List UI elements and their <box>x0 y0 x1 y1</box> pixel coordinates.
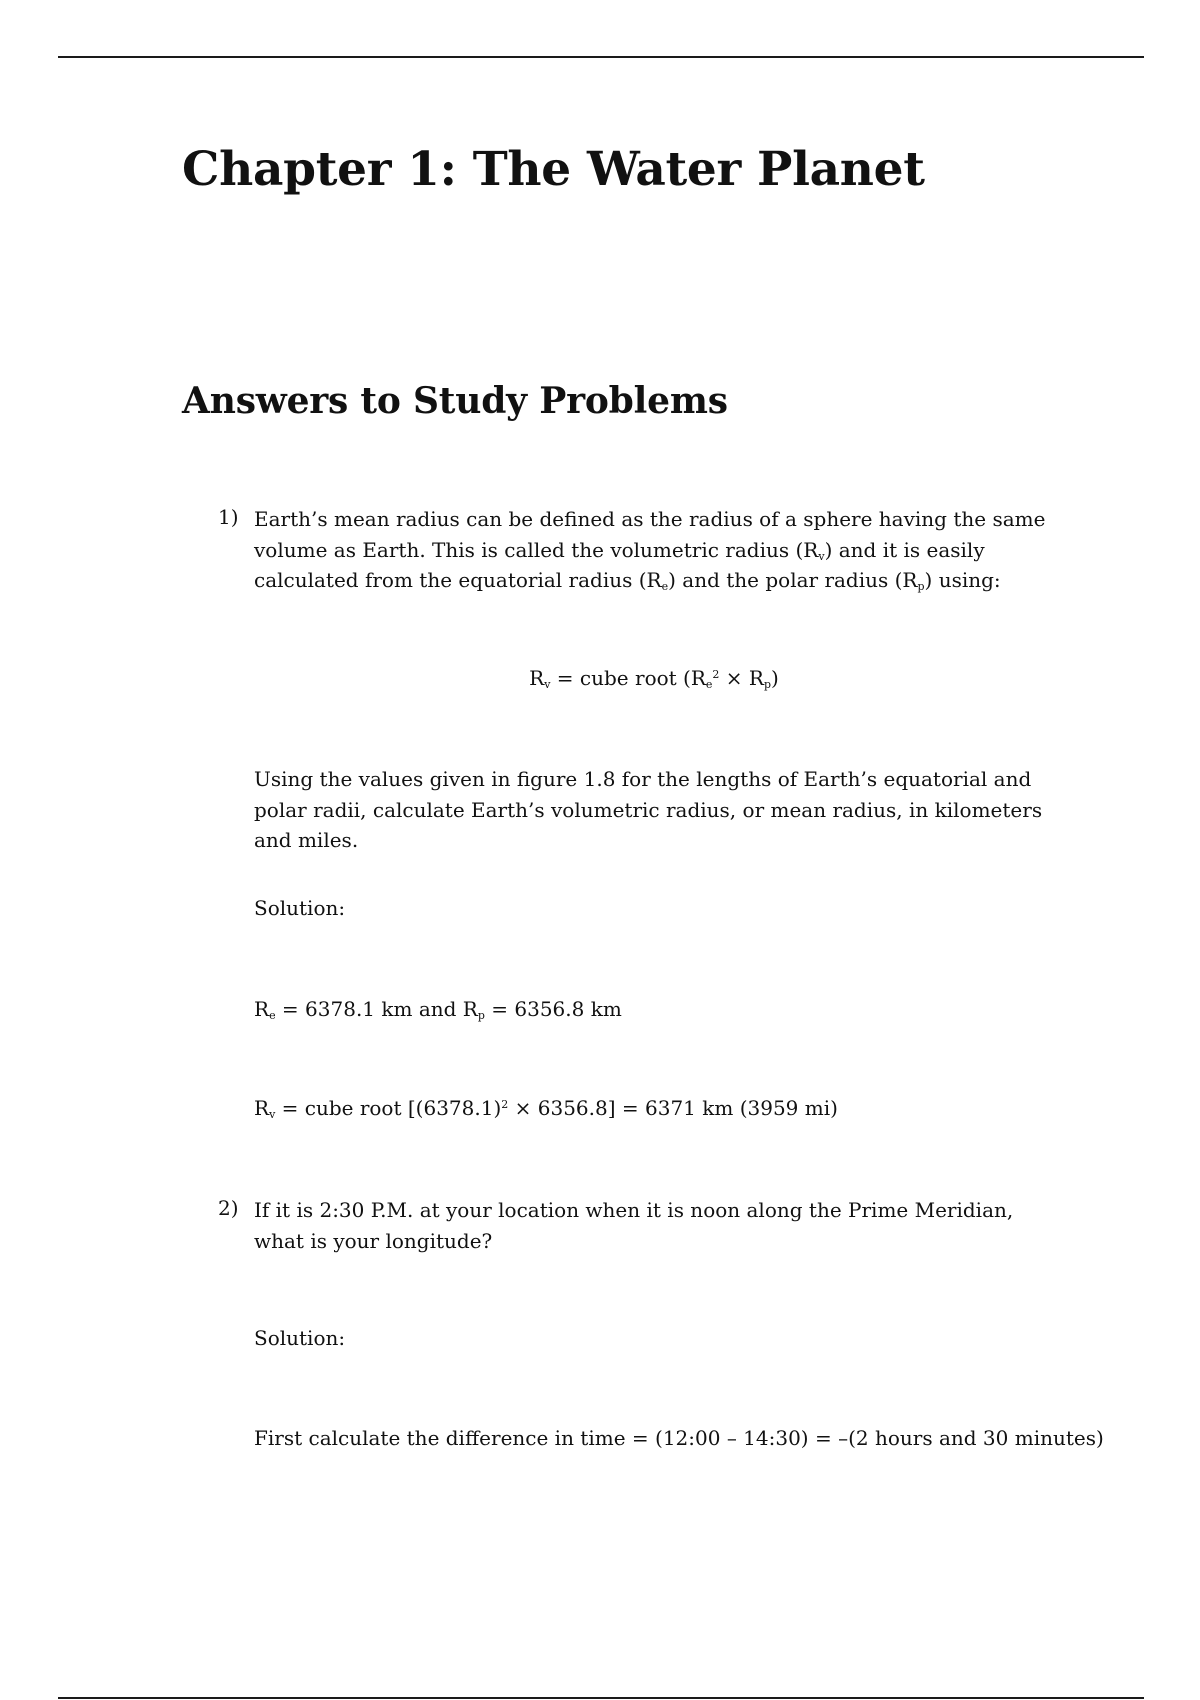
problem-1-result: $R_v$ = cube root $[(6378.1)^2 \times 6356.8] = 6371$ km (3959 mi) <box>254 1096 838 1121</box>
problem-1-number: 1) <box>218 505 239 529</box>
problem-1-given-values: $R_e = 6378.1$ km and $R_p = 6356.8$ km <box>254 997 622 1022</box>
problem-1-solution-label: Solution: <box>254 896 346 920</box>
bottom-rule <box>58 1697 1144 1699</box>
volumetric-radius-formula: $R_v$ = cube root $(R_e^2 \times R_p)$ <box>529 666 779 691</box>
problem-1-question: Using the values given in figure 1.8 for the lengths of Earth’s equatorial and polar radii, calculate Earth’s volumetric radius, or mean radius, in kilometers and miles. <box>254 767 1043 852</box>
top-rule <box>58 56 1144 58</box>
section-title: Answers to Study Problems <box>182 380 728 422</box>
problem-2-step-1: First calculate the difference in time = (12:00 – 14:30) = –(2 hours and 30 minutes) <box>254 1426 1104 1450</box>
problem-2-solution-label: Solution: <box>254 1326 346 1350</box>
problem-2-question: If it is 2:30 P.M. at your location when it is noon along the Prime Meridian, what is your longitude? <box>254 1198 1014 1253</box>
problem-1-intro: Earth’s mean radius can be defined as the radius of a sphere having the same volume as Earth. This is called the volumetric radius $(R_v)$ and it is easily calculated from the equatorial radius $(R_e)$ and the polar radius $(R_p)$ using: <box>254 507 1046 593</box>
chapter-title: Chapter 1: The Water Planet <box>182 142 925 197</box>
problem-2-number: 2) <box>218 1196 239 1220</box>
